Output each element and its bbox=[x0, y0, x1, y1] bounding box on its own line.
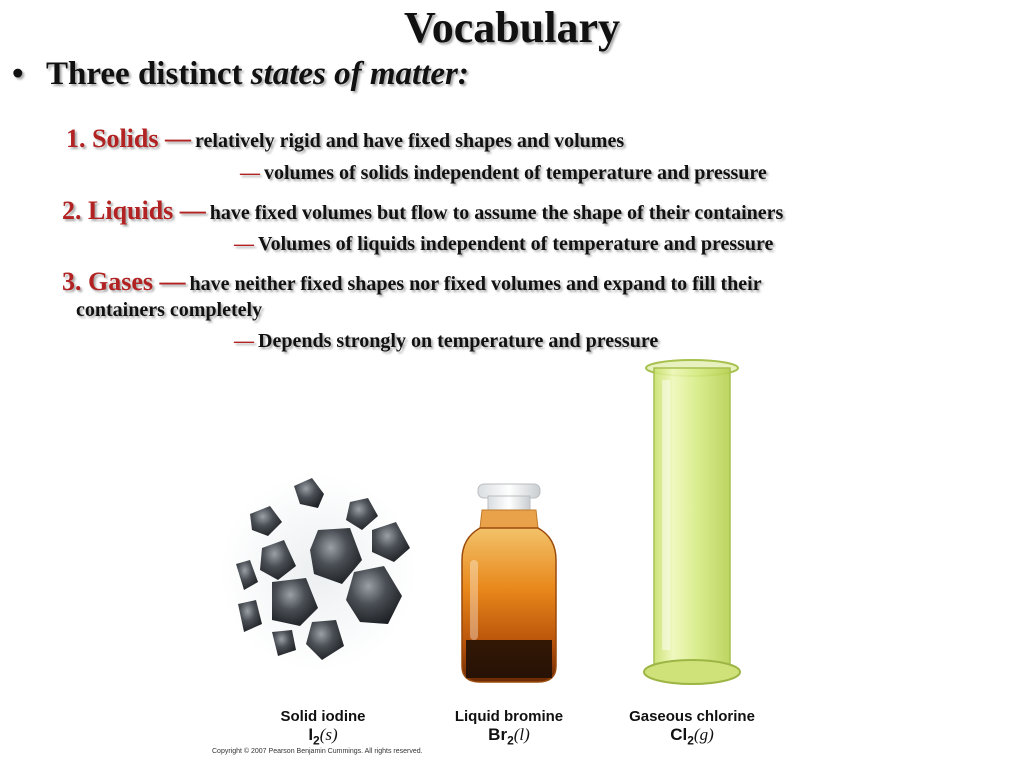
slide-title: Vocabulary bbox=[404, 3, 620, 52]
note-solids-text: volumes of solids independent of temperature and pressure bbox=[264, 162, 767, 184]
caption-bromine-name: Liquid bromine bbox=[454, 708, 564, 725]
note-gases-text: Depends strongly on temperature and pressure bbox=[258, 330, 659, 352]
caption-iodine bbox=[258, 708, 388, 749]
main-bullet bbox=[12, 56, 469, 93]
copyright-notice: Copyright © 2007 Pearson Benjamin Cummings. All rights reserved. bbox=[212, 748, 423, 755]
term-gases: 3. Gases — bbox=[62, 267, 186, 296]
item-gases bbox=[62, 267, 762, 297]
note-solids bbox=[240, 162, 767, 185]
caption-chlorine-name: Gaseous chlorine bbox=[629, 708, 755, 725]
caption-iodine-name: Solid iodine bbox=[280, 708, 366, 725]
bromine-bottle-image bbox=[462, 484, 556, 682]
term-solids: 1. Solids — bbox=[66, 124, 191, 153]
note-gases bbox=[234, 330, 658, 353]
term-liquids: 2. Liquids — bbox=[62, 196, 206, 225]
item-gases-cont bbox=[76, 299, 262, 322]
caption-chlorine bbox=[612, 708, 772, 749]
bullet-emphasis: states of matter: bbox=[250, 56, 469, 92]
iodine-crystals-image bbox=[220, 474, 416, 670]
note-dash: — bbox=[234, 330, 254, 352]
caption-bromine bbox=[438, 708, 580, 749]
bullet-lead: Three distinct bbox=[46, 56, 251, 92]
bullet-dot: • bbox=[12, 56, 24, 92]
item-liquids bbox=[62, 196, 783, 226]
caption-bromine-formula: $Br_2(l)$ bbox=[488, 725, 530, 748]
desc-gases: have neither fixed shapes nor fixed volumes and expand to fill their bbox=[189, 273, 762, 295]
caption-iodine-formula: $I_2(s)$ bbox=[308, 725, 338, 748]
chlorine-cylinder-image bbox=[644, 360, 740, 684]
note-dash: — bbox=[240, 162, 260, 184]
desc-gases-cont: containers completely bbox=[76, 299, 263, 321]
note-liquids-text: Volumes of liquids independent of temperature and pressure bbox=[258, 233, 774, 255]
desc-solids: relatively rigid and have fixed shapes and volumes bbox=[195, 130, 625, 152]
caption-chlorine-formula: $Cl_2(g)$ bbox=[670, 725, 714, 748]
note-dash: — bbox=[234, 233, 254, 255]
desc-liquids: have fixed volumes but flow to assume the shape of their containers bbox=[209, 202, 784, 224]
note-liquids bbox=[234, 233, 773, 256]
item-solids bbox=[66, 124, 624, 154]
